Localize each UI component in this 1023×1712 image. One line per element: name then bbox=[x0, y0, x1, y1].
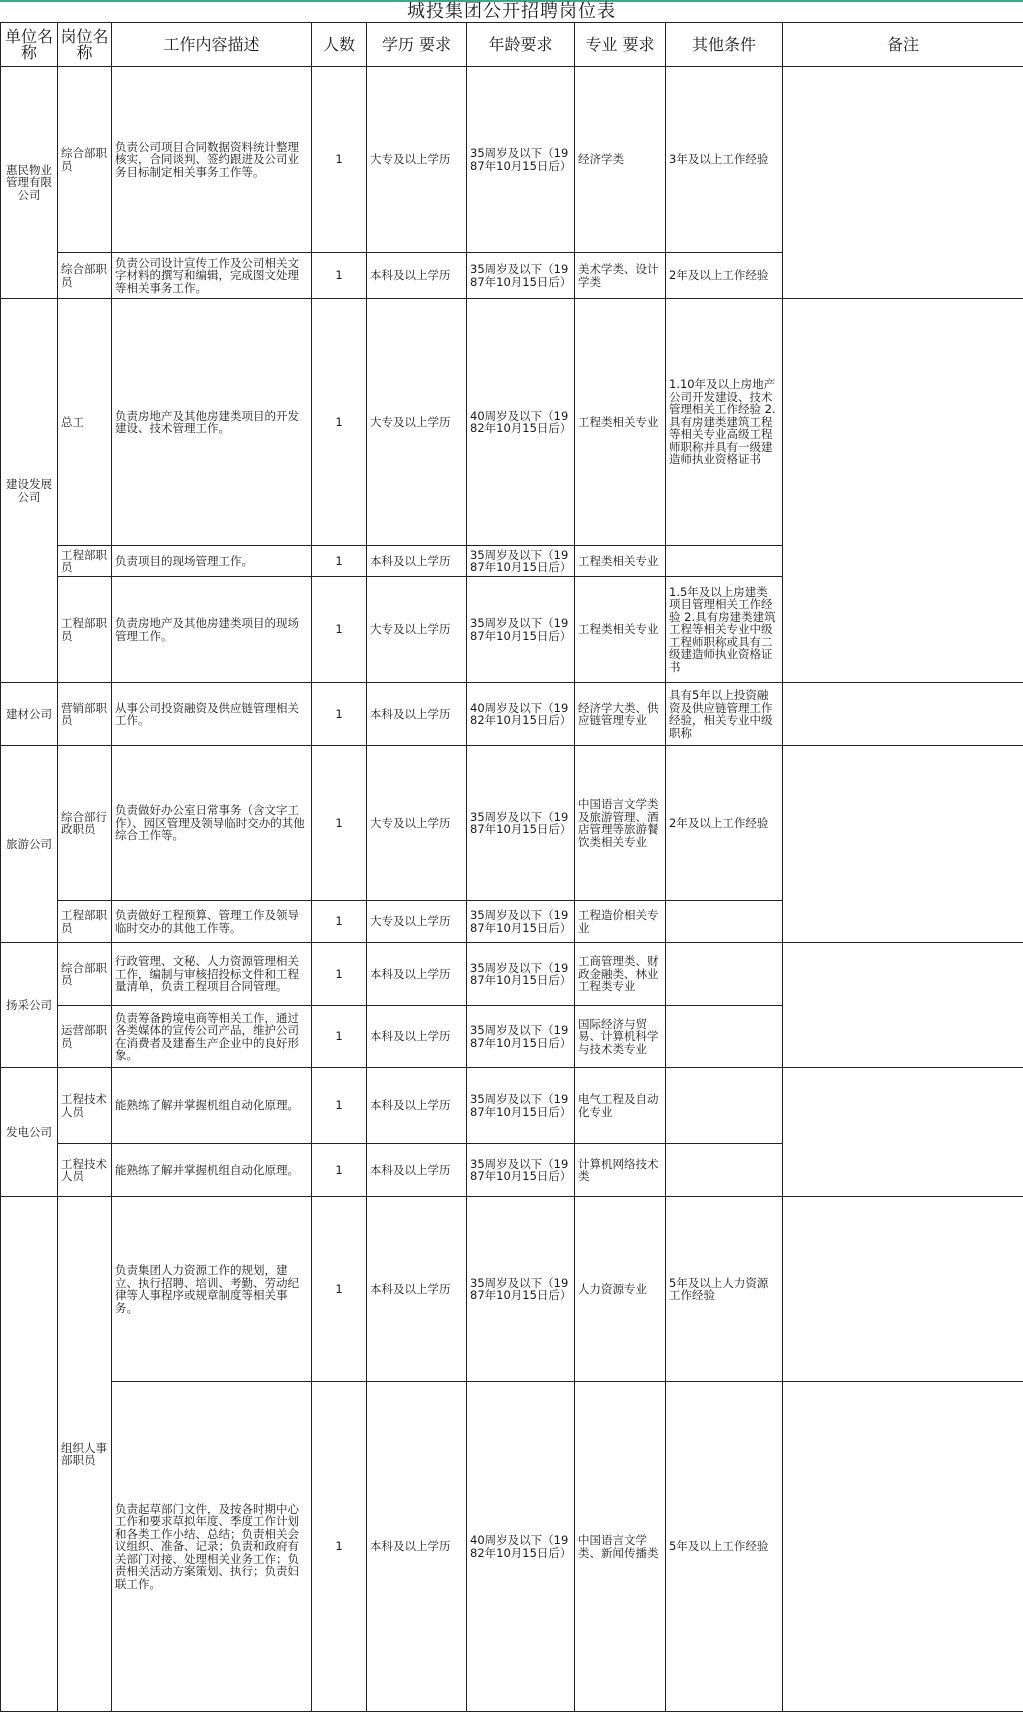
count-cell: 1 bbox=[312, 546, 367, 577]
table-row bbox=[1, 746, 1023, 901]
unit-cell: 旅游公司 bbox=[1, 746, 58, 943]
duties-cell: 负责项目的现场管理工作。 bbox=[112, 546, 312, 577]
other-cell bbox=[666, 943, 783, 1006]
major-cell: 美术学类、设计学类 bbox=[575, 253, 666, 299]
major-cell: 人力资源专业 bbox=[575, 1197, 666, 1382]
remarks-cell bbox=[783, 746, 1023, 943]
major-cell: 电气工程及自动化专业 bbox=[575, 1068, 666, 1144]
other-cell: 5年及以上工作经验 bbox=[666, 1382, 783, 1712]
major-cell: 中国语言文学类及旅游管理、酒店管理等旅游餐饮类相关专业 bbox=[575, 746, 666, 901]
remarks-cell bbox=[783, 1197, 1023, 1382]
count-cell: 1 bbox=[312, 577, 367, 683]
duties-cell: 负责筹备跨境电商等相关工作，通过各类媒体的宣传公司产品，维护公司在消费者及建畜生产企业中的良好形象。 bbox=[112, 1006, 312, 1068]
count-cell: 1 bbox=[312, 683, 367, 746]
unit-cell: 建设发展公司 bbox=[1, 299, 58, 683]
duties-cell: 能熟练了解并掌握机组自动化原理。 bbox=[112, 1068, 312, 1144]
header-remarks: 备注 bbox=[783, 23, 1023, 67]
duties-cell: 负责做好办公室日常事务（含文字工作）、园区管理及领导临时交办的其他综合工作等。 bbox=[112, 746, 312, 901]
major-cell: 国际经济与贸易、计算机科学与技术类专业 bbox=[575, 1006, 666, 1068]
position-cell: 工程部职员 bbox=[58, 577, 112, 683]
header-age: 年龄要求 bbox=[467, 23, 575, 67]
position-cell: 工程技术人员 bbox=[58, 1068, 112, 1144]
other-cell bbox=[666, 1068, 783, 1144]
remarks-cell bbox=[783, 299, 1023, 683]
recruitment-table bbox=[0, 22, 1023, 1712]
other-cell: 1.5年及以上房建类项目管理相关工作经验 2.具有房建类建筑工程等相关专业中级工程师职称或具有二级建造师执业资格证书 bbox=[666, 577, 783, 683]
age-cell: 35周岁及以下（1987年10月15日后） bbox=[467, 577, 575, 683]
education-cell: 本科及以上学历 bbox=[367, 1197, 467, 1382]
header-unit: 单位名称 bbox=[1, 23, 58, 67]
unit-cell bbox=[1, 1197, 58, 1712]
position-cell: 营销部职员 bbox=[58, 683, 112, 746]
duties-cell: 负责集团人力资源工作的规划，建立、执行招聘、培训、考勤、劳动纪律等人事程序或规章制度等相关事务。 bbox=[112, 1197, 312, 1382]
age-cell: 35周岁及以下（1987年10月15日后） bbox=[467, 67, 575, 253]
major-cell: 工程类相关专业 bbox=[575, 546, 666, 577]
age-cell: 40周岁及以下（1982年10月15日后） bbox=[467, 1382, 575, 1712]
unit-cell: 扬采公司 bbox=[1, 943, 58, 1068]
other-cell: 具有5年以上投资融资及供应链管理工作经验，相关专业中级职称 bbox=[666, 683, 783, 746]
major-cell: 中国语言文学类、新闻传播类 bbox=[575, 1382, 666, 1712]
major-cell: 工程类相关专业 bbox=[575, 577, 666, 683]
position-cell: 运营部职员 bbox=[58, 1006, 112, 1068]
education-cell: 本科及以上学历 bbox=[367, 1068, 467, 1144]
duties-cell: 负责起草部门文件，及按各时期中心工作和要求草拟年度、季度工作计划和各类工作小结、总结；负责相关会议组织、准备、记录；负责和政府有关部门对接、处理相关业务工作；负责相关活动方案策划、执行；负责妇联工作。 bbox=[112, 1382, 312, 1712]
age-cell: 35周岁及以下（1987年10月15日后） bbox=[467, 943, 575, 1006]
duties-cell: 负责房地产及其他房建类项目的现场管理工作。 bbox=[112, 577, 312, 683]
age-cell: 35周岁及以下（1987年10月15日后） bbox=[467, 1068, 575, 1144]
count-cell: 1 bbox=[312, 746, 367, 901]
count-cell: 1 bbox=[312, 299, 367, 546]
duties-cell: 能熟练了解并掌握机组自动化原理。 bbox=[112, 1144, 312, 1197]
other-cell: 2年及以上工作经验 bbox=[666, 253, 783, 299]
table-row bbox=[1, 1382, 1023, 1712]
age-cell: 35周岁及以下（1987年10月15日后） bbox=[467, 1144, 575, 1197]
count-cell: 1 bbox=[312, 901, 367, 943]
major-cell: 工程类相关专业 bbox=[575, 299, 666, 546]
table-row bbox=[1, 683, 1023, 746]
major-cell: 工程造价相关专业 bbox=[575, 901, 666, 943]
count-cell: 1 bbox=[312, 1197, 367, 1382]
education-cell: 本科及以上学历 bbox=[367, 1006, 467, 1068]
duties-cell: 负责公司设计宣传工作及公司相关文字材料的撰写和编辑，完成图文处理等相关事务工作。 bbox=[112, 253, 312, 299]
table-row bbox=[1, 943, 1023, 1006]
education-cell: 本科及以上学历 bbox=[367, 943, 467, 1006]
major-cell: 工商管理类、财政金融类、林业工程类专业 bbox=[575, 943, 666, 1006]
age-cell: 35周岁及以下（1987年10月15日后） bbox=[467, 546, 575, 577]
education-cell: 本科及以上学历 bbox=[367, 1382, 467, 1712]
count-cell: 1 bbox=[312, 1006, 367, 1068]
header-major: 专业 要求 bbox=[575, 23, 666, 67]
table-row bbox=[1, 299, 1023, 546]
position-cell: 综合部职员 bbox=[58, 67, 112, 253]
position-cell: 综合部职员 bbox=[58, 943, 112, 1006]
remarks-cell bbox=[783, 67, 1023, 299]
position-cell: 综合部行政职员 bbox=[58, 746, 112, 901]
age-cell: 35周岁及以下（1987年10月15日后） bbox=[467, 746, 575, 901]
position-cell: 综合部职员 bbox=[58, 253, 112, 299]
age-cell: 40周岁及以下（1982年10月15日后） bbox=[467, 299, 575, 546]
count-cell: 1 bbox=[312, 943, 367, 1006]
major-cell: 经济学类 bbox=[575, 67, 666, 253]
count-cell: 1 bbox=[312, 1068, 367, 1144]
remarks-cell bbox=[783, 683, 1023, 746]
count-cell: 1 bbox=[312, 67, 367, 253]
education-cell: 大专及以上学历 bbox=[367, 67, 467, 253]
other-cell: 5年及以上人力资源工作经验 bbox=[666, 1197, 783, 1382]
header-other: 其他条件 bbox=[666, 23, 783, 67]
position-cell: 工程部职员 bbox=[58, 546, 112, 577]
position-cell: 工程部职员 bbox=[58, 901, 112, 943]
age-cell: 40周岁及以下（1982年10月15日后） bbox=[467, 683, 575, 746]
education-cell: 大专及以上学历 bbox=[367, 746, 467, 901]
other-cell bbox=[666, 546, 783, 577]
duties-cell: 负责房地产及其他房建类项目的开发建设、技术管理工作。 bbox=[112, 299, 312, 546]
education-cell: 本科及以上学历 bbox=[367, 546, 467, 577]
duties-cell: 负责公司项目合同数据资料统计整理核实，合同谈判、签约跟进及公司业务目标制定相关事务工作等。 bbox=[112, 67, 312, 253]
other-cell bbox=[666, 901, 783, 943]
count-cell: 1 bbox=[312, 1382, 367, 1712]
header-duties: 工作内容描述 bbox=[112, 23, 312, 67]
sheet-title: 城投集团公开招聘岗位表 bbox=[0, 0, 1023, 22]
header-count: 人数 bbox=[312, 23, 367, 67]
education-cell: 大专及以上学历 bbox=[367, 299, 467, 546]
position-cell: 组织人事部职员 bbox=[58, 1197, 112, 1712]
position-cell: 工程技术人员 bbox=[58, 1144, 112, 1197]
other-cell: 1.10年及以上房地产公司开发建设、技术管理相关工作经验 2.具有房建类建筑工程等相关专业高级工程师职称并具有一级建造师执业资格证书 bbox=[666, 299, 783, 546]
duties-cell: 负责做好工程预算、管理工作及领导临时交办的其他工作等。 bbox=[112, 901, 312, 943]
unit-cell: 发电公司 bbox=[1, 1068, 58, 1197]
education-cell: 本科及以上学历 bbox=[367, 683, 467, 746]
table-row bbox=[1, 67, 1023, 253]
education-cell: 本科及以上学历 bbox=[367, 1144, 467, 1197]
age-cell: 35周岁及以下（1987年10月15日后） bbox=[467, 253, 575, 299]
unit-cell: 惠民物业管理有限公司 bbox=[1, 67, 58, 299]
duties-cell: 行政管理、文秘、人力资源管理相关工作，编制与审核招投标文件和工程量清单，负责工程项目合同管理。 bbox=[112, 943, 312, 1006]
count-cell: 1 bbox=[312, 1144, 367, 1197]
education-cell: 大专及以上学历 bbox=[367, 901, 467, 943]
age-cell: 35周岁及以下（1987年10月15日后） bbox=[467, 1197, 575, 1382]
remarks-cell bbox=[783, 1068, 1023, 1197]
age-cell: 35周岁及以下（1987年10月15日后） bbox=[467, 1006, 575, 1068]
table-row bbox=[1, 1197, 1023, 1382]
major-cell: 计算机网络技术类 bbox=[575, 1144, 666, 1197]
count-cell: 1 bbox=[312, 253, 367, 299]
major-cell: 经济学大类、供应链管理专业 bbox=[575, 683, 666, 746]
other-cell: 3年及以上工作经验 bbox=[666, 67, 783, 253]
table-row bbox=[1, 1068, 1023, 1144]
other-cell bbox=[666, 1006, 783, 1068]
duties-cell: 从事公司投资融资及供应链管理相关工作。 bbox=[112, 683, 312, 746]
other-cell bbox=[666, 1144, 783, 1197]
header-education: 学历 要求 bbox=[367, 23, 467, 67]
remarks-cell bbox=[783, 943, 1023, 1068]
header-row bbox=[1, 23, 1023, 67]
unit-cell: 建材公司 bbox=[1, 683, 58, 746]
header-position: 岗位名称 bbox=[58, 23, 112, 67]
age-cell: 35周岁及以下（1987年10月15日后） bbox=[467, 901, 575, 943]
other-cell: 2年及以上工作经验 bbox=[666, 746, 783, 901]
position-cell: 总工 bbox=[58, 299, 112, 546]
education-cell: 本科及以上学历 bbox=[367, 253, 467, 299]
education-cell: 大专及以上学历 bbox=[367, 577, 467, 683]
remarks-cell bbox=[783, 1382, 1023, 1712]
